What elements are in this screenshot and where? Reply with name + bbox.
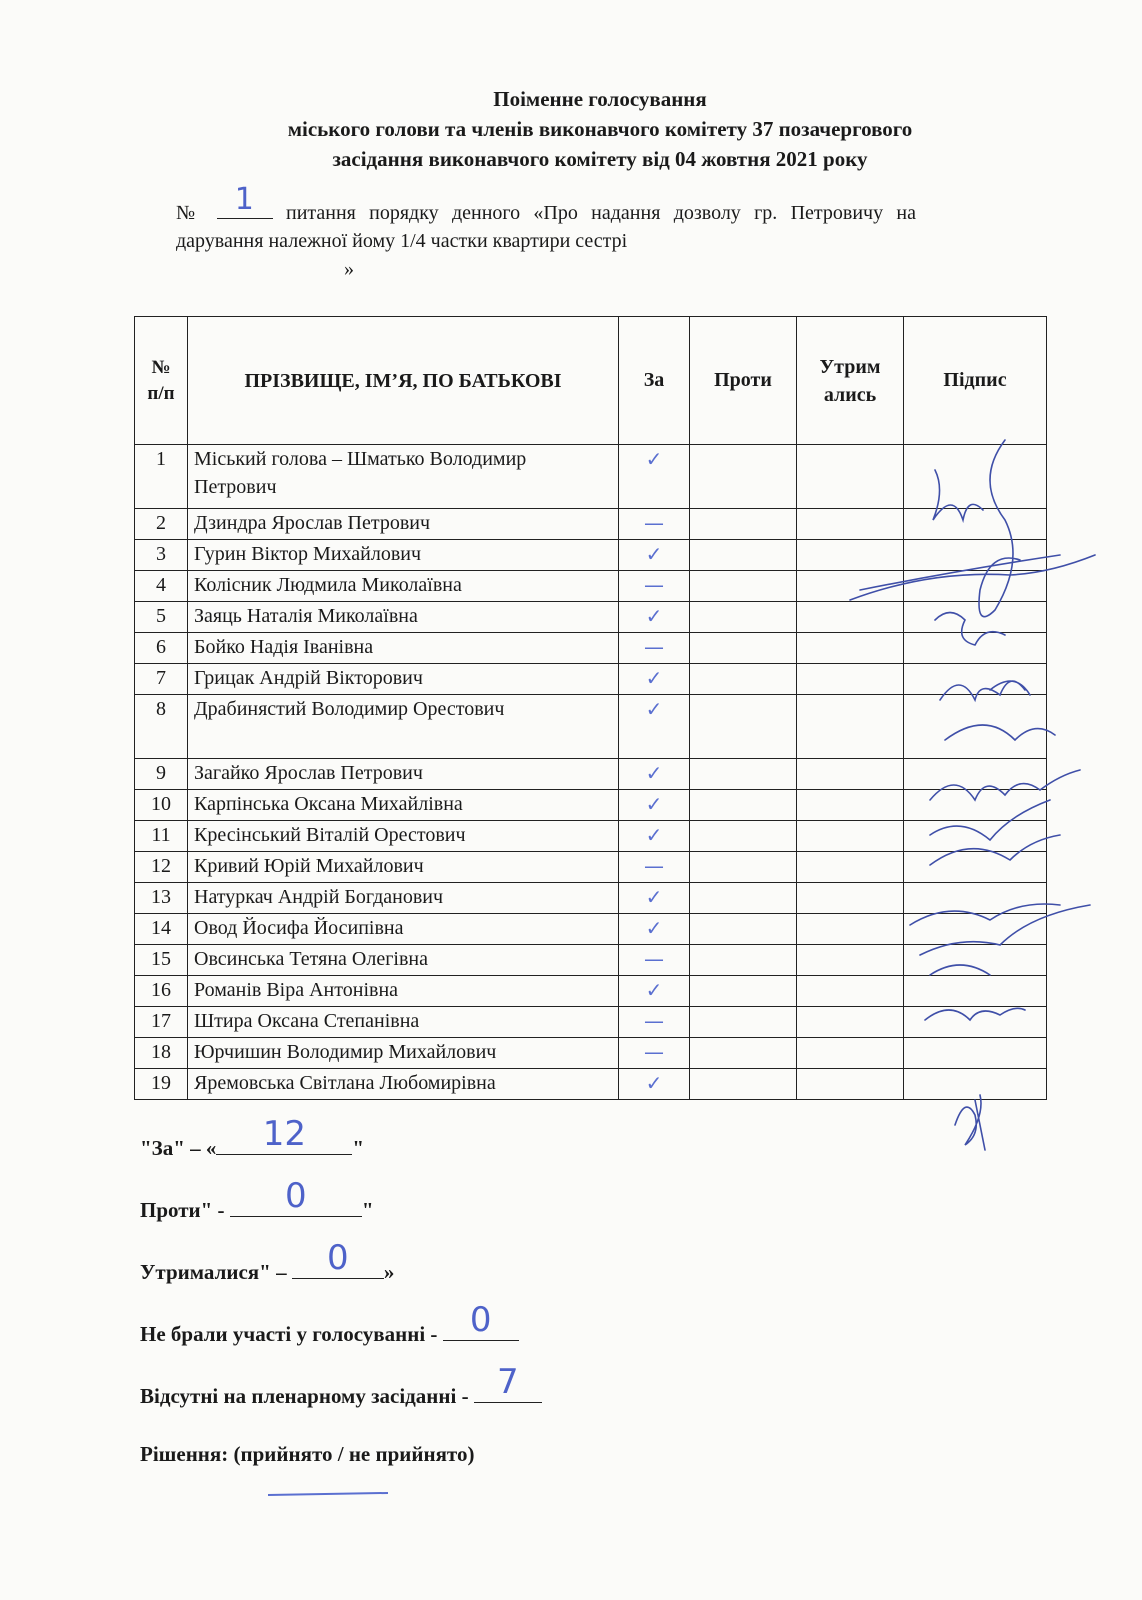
summary-proty-blank xyxy=(230,1176,362,1217)
table-row xyxy=(135,914,1047,945)
row-proty xyxy=(690,602,797,633)
vote-mark: — xyxy=(644,854,664,878)
summary-za-end: " xyxy=(352,1136,365,1160)
row-utrym xyxy=(797,914,904,945)
vote-mark: ✓ xyxy=(645,761,663,785)
vote-mark: — xyxy=(644,1040,664,1064)
header-utrym: Утрим ались xyxy=(797,317,904,445)
row-proty xyxy=(690,695,797,759)
title-line-1: Поіменне голосування xyxy=(493,87,707,111)
row-pidpys xyxy=(904,695,1047,759)
table-row xyxy=(135,1007,1047,1038)
row-za xyxy=(619,790,690,821)
row-utrym xyxy=(797,945,904,976)
table-row xyxy=(135,976,1047,1007)
row-za xyxy=(619,1007,690,1038)
row-utrym xyxy=(797,1069,904,1100)
row-za xyxy=(619,540,690,571)
row-name: Дзиндра Ярослав Петрович xyxy=(188,509,619,540)
summary-utrym-value: 0 xyxy=(327,1238,349,1278)
table-row xyxy=(135,540,1047,571)
vote-mark: — xyxy=(644,947,664,971)
summary-rishennia-text: Рішення: (прийнято / не прийнято) xyxy=(140,1442,475,1466)
agenda-text-part2: Петровичу на дарування належної йому 1/4 частки квартири сестрі xyxy=(176,202,916,252)
summary-za-label: "За" – « xyxy=(140,1136,217,1160)
row-proty xyxy=(690,852,797,883)
row-pidpys xyxy=(904,790,1047,821)
row-no: 14 xyxy=(135,914,188,945)
row-utrym xyxy=(797,759,904,790)
row-proty xyxy=(690,633,797,664)
row-no: 15 xyxy=(135,945,188,976)
row-utrym xyxy=(797,602,904,633)
row-pidpys xyxy=(904,821,1047,852)
vote-summary xyxy=(140,1114,740,1504)
row-za xyxy=(619,695,690,759)
row-pidpys xyxy=(904,1069,1047,1100)
row-utrym xyxy=(797,445,904,509)
row-name: Драбинястий Володимир Орестович xyxy=(188,695,619,759)
summary-utrym-end: » xyxy=(383,1260,395,1284)
signature-19 xyxy=(955,1095,985,1150)
row-za xyxy=(619,664,690,695)
table-row xyxy=(135,821,1047,852)
row-name: Загайко Ярослав Петрович xyxy=(188,759,619,790)
vote-mark: ✓ xyxy=(645,823,663,847)
table-row xyxy=(135,571,1047,602)
vote-mark: ✓ xyxy=(645,697,663,721)
row-pidpys xyxy=(904,509,1047,540)
agenda-item xyxy=(176,182,916,283)
vote-mark: — xyxy=(644,1009,664,1033)
vote-mark: ✓ xyxy=(645,666,663,690)
row-no: 18 xyxy=(135,1038,188,1069)
summary-ne-braly-blank xyxy=(443,1300,519,1341)
row-no: 17 xyxy=(135,1007,188,1038)
vote-mark: ✓ xyxy=(645,978,663,1002)
row-pidpys xyxy=(904,945,1047,976)
row-za xyxy=(619,759,690,790)
row-no: 7 xyxy=(135,664,188,695)
summary-ne-braly xyxy=(140,1300,740,1380)
row-proty xyxy=(690,883,797,914)
table-row xyxy=(135,852,1047,883)
row-za xyxy=(619,852,690,883)
row-za xyxy=(619,445,690,509)
summary-rishennia xyxy=(140,1442,740,1504)
row-proty xyxy=(690,1007,797,1038)
header-name: ПРІЗВИЩЕ, ІМ’Я, ПО БАТЬКОВІ xyxy=(188,317,619,445)
row-proty xyxy=(690,945,797,976)
vote-table xyxy=(134,316,1047,1100)
row-za xyxy=(619,509,690,540)
row-za xyxy=(619,821,690,852)
row-name: Кресінський Віталій Орестович xyxy=(188,821,619,852)
row-proty xyxy=(690,509,797,540)
row-pidpys xyxy=(904,571,1047,602)
summary-proty xyxy=(140,1176,740,1256)
row-utrym xyxy=(797,571,904,602)
row-proty xyxy=(690,1038,797,1069)
row-pidpys xyxy=(904,1038,1047,1069)
document-title xyxy=(140,84,1060,174)
row-proty xyxy=(690,759,797,790)
row-za xyxy=(619,945,690,976)
row-utrym xyxy=(797,509,904,540)
row-za xyxy=(619,1069,690,1100)
row-utrym xyxy=(797,1007,904,1038)
row-proty xyxy=(690,445,797,509)
row-pidpys xyxy=(904,445,1047,509)
row-proty xyxy=(690,571,797,602)
table-row xyxy=(135,695,1047,759)
summary-utrym-label: Утрималися" – xyxy=(140,1260,292,1284)
row-za xyxy=(619,633,690,664)
row-name: Карпінська Оксана Михайлівна xyxy=(188,790,619,821)
row-proty xyxy=(690,1069,797,1100)
vote-table-header-row xyxy=(135,317,1047,445)
row-utrym xyxy=(797,852,904,883)
vote-mark: — xyxy=(644,511,664,535)
table-row xyxy=(135,509,1047,540)
row-no: 3 xyxy=(135,540,188,571)
row-no: 19 xyxy=(135,1069,188,1100)
table-row xyxy=(135,1069,1047,1100)
agenda-text-part1: питання порядку денного «Про надання дозволу гр. xyxy=(285,202,778,224)
row-no: 1 xyxy=(135,445,188,509)
row-no: 4 xyxy=(135,571,188,602)
row-za xyxy=(619,1038,690,1069)
row-no: 16 xyxy=(135,976,188,1007)
row-pidpys xyxy=(904,664,1047,695)
summary-vidsutni-blank xyxy=(474,1362,542,1403)
vote-mark: ✓ xyxy=(645,542,663,566)
table-row xyxy=(135,883,1047,914)
row-no: 8 xyxy=(135,695,188,759)
table-row xyxy=(135,445,1047,509)
row-za xyxy=(619,914,690,945)
row-proty xyxy=(690,821,797,852)
row-utrym xyxy=(797,695,904,759)
row-name: Овод Йосифа Йосипівна xyxy=(188,914,619,945)
row-pidpys xyxy=(904,914,1047,945)
row-pidpys xyxy=(904,633,1047,664)
row-za xyxy=(619,976,690,1007)
row-utrym xyxy=(797,664,904,695)
row-proty xyxy=(690,976,797,1007)
table-row xyxy=(135,602,1047,633)
agenda-number-prefix: № xyxy=(176,202,204,224)
header-proty: Проти xyxy=(690,317,797,445)
summary-vidsutni-value: 7 xyxy=(497,1362,519,1402)
vote-mark: ✓ xyxy=(645,885,663,909)
row-name: Яремовська Світлана Любомирівна xyxy=(188,1069,619,1100)
vote-mark: ✓ xyxy=(645,1071,663,1095)
row-name: Юрчишин Володимир Михайлович xyxy=(188,1038,619,1069)
row-utrym xyxy=(797,883,904,914)
row-proty xyxy=(690,664,797,695)
row-name: Натуркач Андрій Богданович xyxy=(188,883,619,914)
table-row xyxy=(135,633,1047,664)
row-za xyxy=(619,602,690,633)
row-no: 2 xyxy=(135,509,188,540)
summary-ne-braly-value: 0 xyxy=(469,1300,492,1340)
row-utrym xyxy=(797,790,904,821)
row-name: Міський голова – Шматько Володимир Петрович xyxy=(188,445,619,509)
row-pidpys xyxy=(904,976,1047,1007)
row-no: 9 xyxy=(135,759,188,790)
table-row xyxy=(135,1038,1047,1069)
vote-mark: ✓ xyxy=(645,447,663,471)
table-row xyxy=(135,945,1047,976)
row-name: Колісник Людмила Миколаївна xyxy=(188,571,619,602)
summary-proty-value: 0 xyxy=(284,1176,307,1216)
summary-za-value: 12 xyxy=(262,1114,307,1154)
summary-za-blank xyxy=(216,1114,352,1155)
row-pidpys xyxy=(904,540,1047,571)
vote-mark: — xyxy=(644,635,664,659)
vote-table-body xyxy=(135,445,1047,1100)
header-za: За xyxy=(619,317,690,445)
summary-vidsutni-label: Відсутні на пленарному засіданні - xyxy=(140,1384,474,1408)
row-name: Грицак Андрій Вікторович xyxy=(188,664,619,695)
table-row xyxy=(135,790,1047,821)
row-proty xyxy=(690,914,797,945)
row-no: 12 xyxy=(135,852,188,883)
row-name: Кривий Юрій Михайлович xyxy=(188,852,619,883)
row-pidpys xyxy=(904,1007,1047,1038)
agenda-text-part3: » xyxy=(344,258,354,280)
title-line-3: засідання виконавчого комітету від 04 жовтня 2021 року xyxy=(332,147,868,171)
row-pidpys xyxy=(904,852,1047,883)
row-za xyxy=(619,571,690,602)
row-utrym xyxy=(797,1038,904,1069)
title-line-2: міського голови та членів виконавчого комітету 37 позачергового xyxy=(287,117,913,141)
row-utrym xyxy=(797,540,904,571)
row-no: 6 xyxy=(135,633,188,664)
header-pidpys: Підпис xyxy=(904,317,1047,445)
row-no: 11 xyxy=(135,821,188,852)
table-row xyxy=(135,664,1047,695)
row-name: Бойко Надія Іванівна xyxy=(188,633,619,664)
row-za xyxy=(619,883,690,914)
row-pidpys xyxy=(904,759,1047,790)
summary-proty-end: " xyxy=(361,1198,374,1222)
row-proty xyxy=(690,540,797,571)
vote-mark: ✓ xyxy=(645,792,663,816)
row-pidpys xyxy=(904,602,1047,633)
row-name: Романів Віра Антонівна xyxy=(188,976,619,1007)
agenda-number-handwritten: 1 xyxy=(234,182,254,217)
row-utrym xyxy=(797,633,904,664)
summary-vidsutni xyxy=(140,1362,740,1442)
row-name: Заяць Наталія Миколаївна xyxy=(188,602,619,633)
table-row xyxy=(135,759,1047,790)
summary-utrym-blank xyxy=(292,1238,384,1279)
row-utrym xyxy=(797,821,904,852)
row-name: Штира Оксана Степанівна xyxy=(188,1007,619,1038)
vote-mark: ✓ xyxy=(645,604,663,628)
agenda-number-blank xyxy=(217,182,273,219)
header-no: № п/п xyxy=(135,317,188,445)
row-no: 13 xyxy=(135,883,188,914)
row-proty xyxy=(690,790,797,821)
row-name: Овсинська Тетяна Олегівна xyxy=(188,945,619,976)
row-no: 5 xyxy=(135,602,188,633)
summary-utrym xyxy=(140,1238,740,1318)
summary-proty-label: Проти" - xyxy=(140,1198,230,1222)
summary-ne-braly-label: Не брали участі у голосуванні - xyxy=(140,1322,443,1346)
row-pidpys xyxy=(904,883,1047,914)
row-no: 10 xyxy=(135,790,188,821)
vote-mark: ✓ xyxy=(645,916,663,940)
row-utrym xyxy=(797,976,904,1007)
vote-mark: — xyxy=(644,573,664,597)
row-name: Гурин Віктор Михайлович xyxy=(188,540,619,571)
